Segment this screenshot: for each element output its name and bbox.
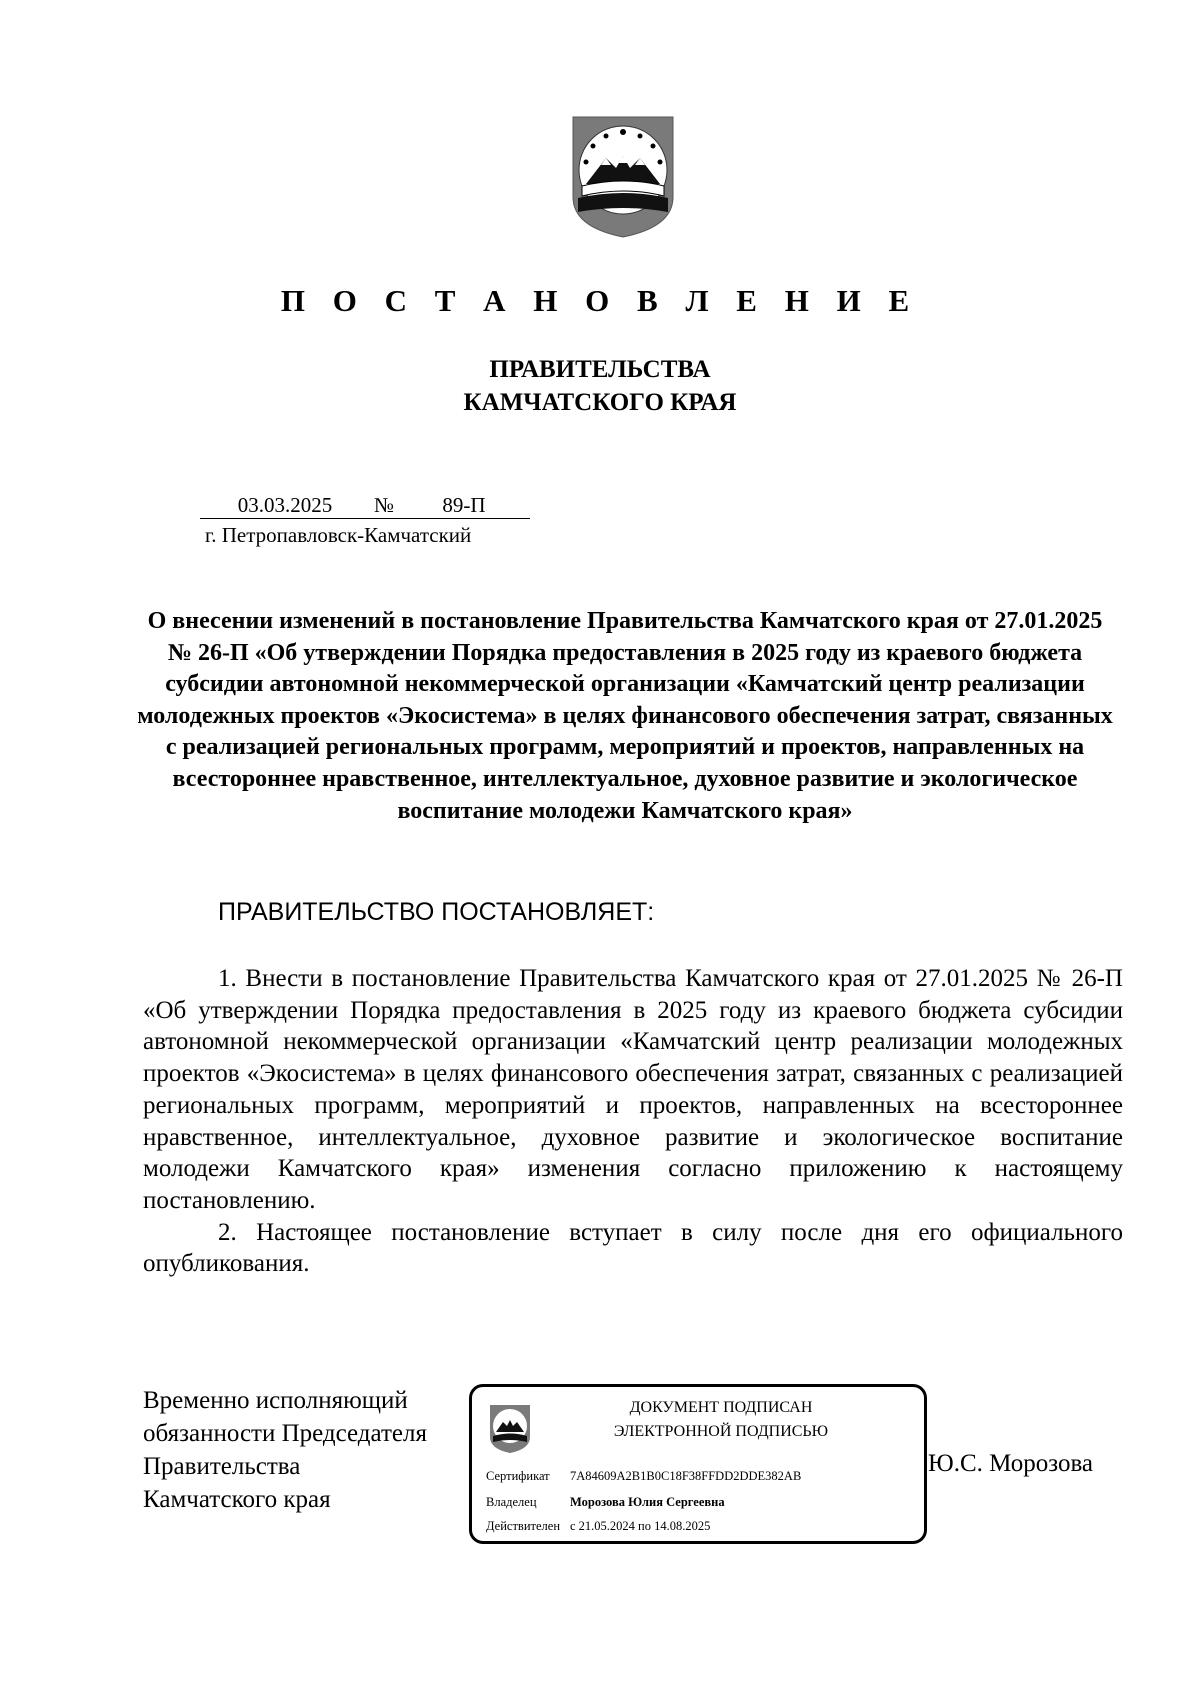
number-sign: №	[370, 493, 398, 519]
validity-label: Действителен	[486, 1519, 561, 1533]
coat-of-arms-icon	[568, 112, 678, 242]
document-number: 89-П	[398, 493, 530, 519]
document-title: О внесении изменений в постановление Правительства Камчатского края от 27.01.2025 № 26-П «Об утверждении Порядка предоставления в 2025 году из краевого бюджета субсидии автономной некоммерческой организации «Камчатский центр реализации молодежных проектов «Экосистема» в целях финансового обеспечения затрат, связанных с реализацией региональных программ, мероприятий и проектов, направленных на всестороннее нравственное, интеллектуальное, духовное развитие и экологическое воспитание молодежи Камчатского края»	[137, 608, 1113, 824]
certificate-value: 7A84609A2B1B0C18F38FFDD2DDE382AB	[570, 1469, 802, 1483]
paragraph-2: 2. Настоящее постановление вступает в силу после дня его официального опубликования.	[143, 1218, 1123, 1278]
decree-line: ПРАВИТЕЛЬСТВО ПОСТАНОВЛЯЕТ:	[218, 898, 655, 926]
stamp-validity-row	[486, 1519, 710, 1534]
stamp-owner-row	[486, 1495, 725, 1510]
stamp-heading-2: ЭЛЕКТРОННОЙ ПОДПИСЬЮ	[613, 1423, 829, 1440]
certificate-label: Сертификат	[486, 1469, 550, 1483]
signer-name: Ю.С. Морозова	[928, 1450, 1094, 1477]
electronic-signature-stamp	[469, 1384, 927, 1544]
date-number-line	[200, 493, 530, 519]
document-type: П О С Т А Н О В Л Е Н И Е	[280, 283, 920, 318]
signatory-role: Временно исполняющий обязанности Председателя Правительства Камчатского края	[143, 1387, 427, 1513]
document-body	[143, 963, 1123, 1280]
authority-line-2: КАМЧАТСКОГО КРАЯ	[463, 389, 737, 416]
stamp-certificate-row	[486, 1469, 801, 1484]
owner-value: Морозова Юлия Сергеевна	[570, 1495, 725, 1509]
stamp-heading-1: ДОКУМЕНТ ПОДПИСАН	[629, 1399, 813, 1416]
document-place: г. Петропавловск-Камчатский	[205, 523, 472, 547]
owner-label: Владелец	[486, 1495, 537, 1509]
paragraph-1: 1. Внести в постановление Правительства Камчатского края от 27.01.2025 № 26-П «Об утверждении Порядка предоставления в 2025 году из краевого бюджета субсидии автономной некоммерческой организации «Камчатский центр реализации молодежных проектов «Экосистема» в целях финансового обеспечения затрат, связанных с реализацией региональных программ, мероприятий и проектов, направленных на всестороннее нравственное, интеллектуальное, духовное развитие и экологическое воспитание молодежи Камчатского края» изменения согласно приложению к настоящему постановлению.	[143, 965, 1123, 1214]
authority-line-1: ПРАВИТЕЛЬСТВА	[489, 356, 711, 383]
document-date: 03.03.2025	[200, 493, 370, 519]
validity-value: с 21.05.2024 по 14.08.2025	[570, 1519, 711, 1533]
